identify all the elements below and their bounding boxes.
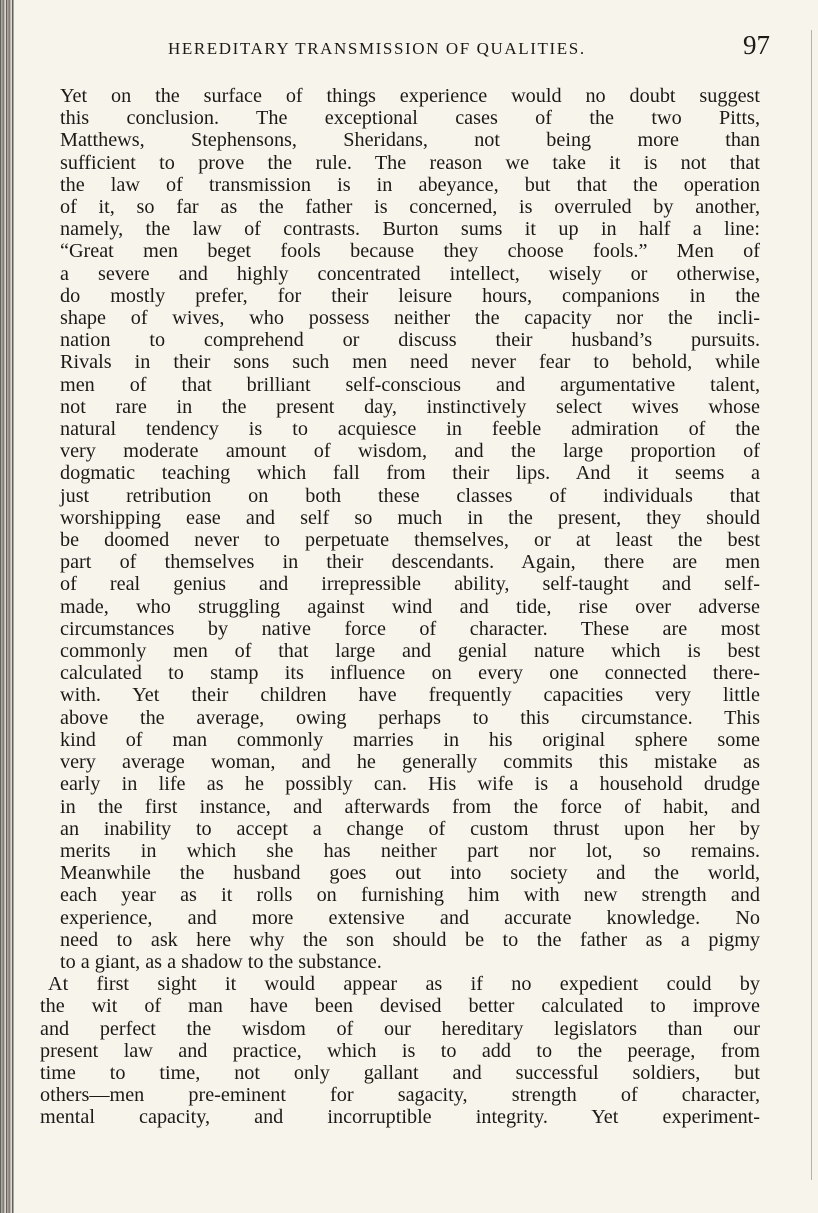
text-line: worshipping ease and self so much in the present, they should bbox=[60, 506, 760, 529]
text-line: need to ask here why the son should be to the father as a pigmy bbox=[60, 928, 760, 951]
text-line: each year as it rolls on furnishing him with new strength and bbox=[60, 884, 760, 907]
text-line: experience, and more extensive and accurate knowledge. No bbox=[60, 906, 760, 929]
text-line: with. Yet their children have frequently capacities very little bbox=[60, 684, 760, 707]
text-line: this conclusion. The exceptional cases of the two Pitts, bbox=[60, 107, 760, 130]
text-line: Yet on the surface of things experience would no doubt suggest bbox=[60, 85, 760, 107]
text-line: At first sight it would appear as if no expedient could by bbox=[48, 973, 760, 996]
text-line: very moderate amount of wisdom, and the large proportion of bbox=[60, 440, 760, 463]
text-line: mental capacity, and incorruptible integrity. Yet experiment- bbox=[40, 1106, 760, 1129]
text-line: early in life as he possibly can. His wife is a household drudge bbox=[60, 773, 760, 796]
running-title: HEREDITARY TRANSMISSION OF QUALITIES. bbox=[168, 39, 586, 58]
text-line: the law of transmission is in abeyance, but that the operation bbox=[60, 173, 760, 196]
text-line: not rare in the present day, instinctively select wives whose bbox=[60, 395, 760, 418]
text-line: do mostly prefer, for their leisure hours, companions in the bbox=[60, 284, 760, 307]
text-line: time to time, not only gallant and successful soldiers, but bbox=[40, 1061, 760, 1084]
text-line: be doomed never to perpetuate themselves, or at least the best bbox=[60, 529, 760, 552]
text-line: Meanwhile the husband goes out into society and the world, bbox=[60, 862, 760, 885]
text-line: commonly men of that large and genial nature which is best bbox=[60, 640, 760, 663]
text-line: shape of wives, who possess neither the capacity nor the incli- bbox=[60, 307, 760, 330]
text-line: to a giant, as a shadow to the substance. bbox=[60, 950, 382, 973]
text-line: dogmatic teaching which fall from their lips. And it seems a bbox=[60, 462, 760, 485]
text-line: and perfect the wisdom of our hereditary legislators than our bbox=[40, 1017, 760, 1040]
text-line: nation to comprehend or discuss their husband’s pursuits. bbox=[60, 329, 760, 352]
text-line: merits in which she has neither part nor lot, so remains. bbox=[60, 839, 760, 862]
text-line: just retribution on both these classes of individuals that bbox=[60, 484, 760, 507]
text-line: the wit of man have been devised better calculated to improve bbox=[40, 995, 760, 1018]
text-line: of real genius and irrepressible ability, self-taught and self- bbox=[60, 573, 760, 596]
text-line: of it, so far as the father is concerned, is overruled by another, bbox=[60, 196, 760, 219]
text-line: above the average, owing perhaps to this circumstance. This bbox=[60, 706, 760, 729]
text-line: sufficient to prove the rule. The reason we take it is not that bbox=[60, 151, 760, 174]
text-line: very average woman, and he generally commits this mistake as bbox=[60, 751, 760, 774]
text-line: Rivals in their sons such men need never fear to behold, while bbox=[60, 351, 760, 374]
text-line: kind of man commonly marries in his original sphere some bbox=[60, 728, 760, 751]
running-header bbox=[40, 30, 770, 66]
text-line: part of themselves in their descendants. Again, there are men bbox=[60, 551, 760, 574]
page-edge-rule bbox=[811, 30, 812, 1180]
text-line: circumstances by native force of character. These are most bbox=[60, 617, 760, 640]
text-line: “Great men beget fools because they choose fools.” Men of bbox=[60, 240, 760, 263]
text-line: a severe and highly concentrated intellect, wisely or otherwise, bbox=[60, 262, 760, 285]
text-line: Matthews, Stephensons, Sheridans, not being more than bbox=[60, 129, 760, 152]
page-binding-edge bbox=[0, 0, 14, 1213]
text-line: present law and practice, which is to add to the peerage, from bbox=[40, 1039, 760, 1062]
text-line: men of that brilliant self-conscious and argumentative talent, bbox=[60, 373, 760, 396]
text-line: in the first instance, and afterwards from the force of habit, and bbox=[60, 795, 760, 818]
text-line: namely, the law of contrasts. Burton sums it up in half a line: bbox=[60, 218, 760, 241]
text-line: others—men pre-eminent for sagacity, strength of character, bbox=[40, 1084, 760, 1107]
text-line: made, who struggling against wind and tide, rise over adverse bbox=[60, 595, 760, 618]
text-line: natural tendency is to acquiesce in feeble admiration of the bbox=[60, 418, 760, 441]
text-line: calculated to stamp its influence on every one connected there- bbox=[60, 662, 760, 685]
text-line: an inability to accept a change of custom thrust upon her by bbox=[60, 817, 760, 840]
page-number: 97 bbox=[743, 30, 770, 60]
body-text bbox=[40, 85, 760, 1129]
